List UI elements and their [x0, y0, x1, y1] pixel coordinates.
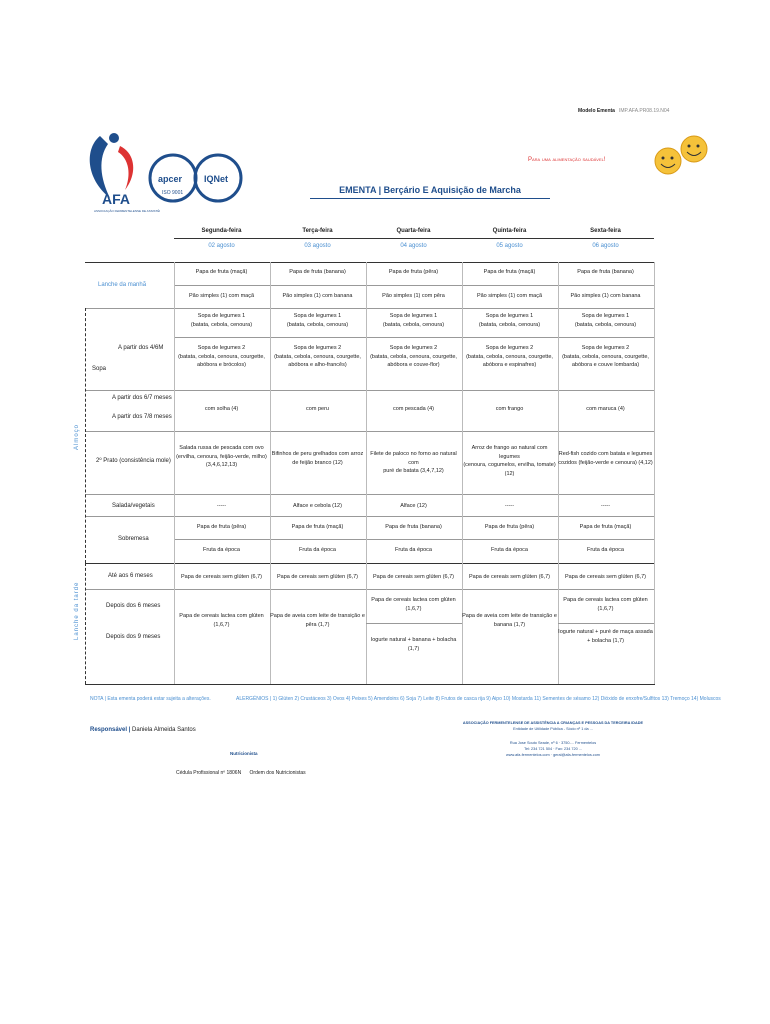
day-header-monday: Segunda-feira [201, 228, 242, 234]
cell-sobremesa-fruta-tue: Fruta da época [299, 547, 336, 553]
sopa2-desc: abóbora e couve-flor) [387, 362, 440, 369]
sopa2-desc: (batata, cebola, cenoura, courgette, [370, 353, 457, 360]
cell-lanche-pao-wed: Pão simples (1) com pêra [382, 293, 445, 299]
tarde-line: Papa de cereais lactea com glúten [179, 613, 264, 619]
cell-prato-tue [270, 450, 365, 467]
cell-prato-fri [558, 450, 653, 467]
svg-text:ASSOCIAÇÃO FERMENTELENSE DE AS: ASSOCIAÇÃO FERMENTELENSE DE ASSISTÊNCIA [94, 209, 160, 213]
slogan: Para uma alimentação saudável! [528, 157, 606, 163]
prato-line: puré de batata (3,4,7,12) [383, 468, 444, 475]
svg-text:ISO 9001: ISO 9001 [162, 190, 184, 196]
day-date-tuesday: 03 agosto [304, 243, 331, 249]
cell-tarde-mid-fri [558, 596, 653, 613]
cell-sobremesa-papa-thu: Papa de fruta (pêra) [484, 524, 535, 530]
cell-lanche-fruta-wed: Papa de fruta (pêra) [388, 269, 439, 275]
cell-tarde-mid-thu [462, 612, 557, 629]
cell-sobremesa-fruta-thu: Fruta da época [491, 547, 528, 553]
cell-sopa2-tue [270, 344, 365, 370]
label-a-partir-4-6: A partir dos 4/6M [118, 345, 164, 351]
tarde-line: Papa de aveia com leite de transição e [270, 613, 365, 619]
sopa2-desc: (batata, cebola, cenoura, courgette, [274, 353, 361, 360]
grid-rule [85, 431, 655, 432]
label-ate-6-meses: Até aos 6 meses [108, 573, 153, 579]
cell-sobremesa-fruta-fri: Fruta da época [587, 547, 624, 553]
cell-tarde-ate6-tue: Papa de cereais sem glúten (6,7) [276, 574, 359, 580]
prato-line: cozidos (feijão-verde e cenoura) (4,12) [558, 459, 653, 466]
label-sopa: Sopa [92, 366, 107, 372]
grid-rule [85, 308, 655, 309]
cell-sopa2-thu [462, 344, 557, 370]
certification-seals [148, 148, 248, 208]
association-info [438, 720, 668, 758]
sopa2-desc: abóbora e espinafres) [482, 362, 537, 369]
sopa1-title: Sopa de legumes 1 [485, 313, 534, 319]
cell-lanche-pao-mon: Pão simples (1) com maçã [188, 293, 255, 299]
prato-line: Red-fish cozido com batata e legumes [558, 451, 653, 457]
smiley-emoji-icons [652, 133, 712, 183]
prato-line: (12) [504, 470, 515, 477]
grid-rule [85, 494, 655, 495]
grid-rule [85, 516, 655, 517]
sopa2-title: Sopa de legumes 2 [293, 345, 342, 351]
lanche-tarde-bracket [85, 563, 86, 684]
cell-sopa2-fri [558, 344, 653, 370]
tarde-line: (1,6,7) [213, 621, 230, 628]
cell-salada-mon: ----- [216, 503, 227, 509]
lanche-tarde-vertical-label: Lanche da tarde [74, 581, 80, 640]
cell-sopa-extra-thu: com frango [495, 406, 524, 412]
sopa1-title: Sopa de legumes 1 [581, 313, 630, 319]
grid-rule [85, 589, 655, 590]
label-sobremesa: Sobremesa [118, 536, 149, 542]
page-title [300, 185, 560, 199]
assoc-sub: Entidade de Utilidade Pública - Sócio nº 1 da ... [513, 727, 593, 732]
cell-tarde-mid-mon [174, 612, 269, 629]
grid-rule [85, 563, 655, 564]
cell-lanche-fruta-thu: Papa de fruta (maçã) [483, 269, 536, 275]
label-a-partir-7-8: A partir dos 7/8 meses [112, 414, 172, 420]
label-lanche-manha: Lanche da manhã [98, 282, 147, 288]
sopa1-title: Sopa de legumes 1 [197, 313, 246, 319]
prato-line: (3,4,6,12,13) [205, 462, 238, 469]
cell-prato-mon [174, 444, 269, 470]
almoco-bracket [85, 308, 86, 563]
sopa1-desc: (batata, cebola, cenoura) [574, 321, 637, 328]
tarde-line: Iogurte natural + puré de maça assada [558, 629, 653, 635]
sopa2-title: Sopa de legumes 2 [197, 345, 246, 351]
assoc-name: ASSOCIAÇÃO FERMENTELENSE DE ASSISTÊNCIA A CRIANÇAS E PESSOAS DA TERCEIRA IDADE [462, 721, 644, 725]
sopa2-title: Sopa de legumes 2 [485, 345, 534, 351]
cell-sobremesa-fruta-wed: Fruta da época [395, 547, 432, 553]
cell-lanche-pao-fri: Pão simples (1) com banana [570, 293, 641, 299]
sopa2-desc: (batata, cebola, cenoura, courgette, [466, 353, 553, 360]
responsavel [90, 727, 196, 733]
cell-lanche-pao-tue: Pão simples (1) com banana [282, 293, 353, 299]
cell-sobremesa-papa-tue: Papa de fruta (maçã) [291, 524, 344, 530]
sopa2-desc: abóbora e alho-francês) [288, 362, 347, 369]
cell-tarde-ate6-mon: Papa de cereais sem glúten (6,7) [180, 574, 263, 580]
page-title-text: EMENTA | Berçário E Aquisição de Marcha [339, 185, 521, 195]
sopa2-desc: (batata, cebola, cenoura, courgette, [562, 353, 649, 360]
day-header-wednesday: Quarta-feira [396, 228, 431, 234]
cell-sopa-extra-wed: com pescada (4) [393, 406, 434, 412]
sopa2-desc: abóbora e couve lombarda) [571, 362, 640, 369]
day-date-wednesday: 04 agosto [400, 243, 427, 249]
cell-sopa-extra-mon: com solha (4) [204, 406, 239, 412]
nutricionista-label: Nutricionista [230, 751, 258, 756]
grid-top-rule [85, 262, 655, 263]
cell-sobremesa-papa-mon: Papa de fruta (pêra) [196, 524, 247, 530]
cell-salada-tue: Alface e cebola (12) [293, 503, 342, 509]
tarde-line: Papa de cereais lactea com glúten [563, 597, 648, 603]
cell-lanche-fruta-mon: Papa de fruta (maçã) [195, 269, 248, 275]
nota-text: NOTA | Esta ementa poderá estar sujeita a alterações. [90, 696, 211, 702]
cell-sopa1-tue [270, 312, 365, 329]
cell-tarde-ate6-wed: Papa de cereais sem glúten (6,7) [372, 574, 455, 580]
svg-text:apcer: apcer [158, 174, 183, 184]
label-depois-9-meses: Depois dos 9 meses [106, 634, 161, 640]
tarde-line: Papa de cereais lactea com glúten [371, 597, 456, 603]
cell-sopa2-mon [174, 344, 269, 370]
day-header-tuesday: Terça-feira [302, 228, 333, 234]
assoc-address: Rua Jose Souto Seade, nº 6 · 3750-... Fermentelos [509, 741, 597, 746]
label-segundo-prato: 2º Prato (consistência mole) [96, 458, 171, 464]
column-divider [654, 262, 655, 684]
responsavel-label: Responsável | [90, 727, 131, 733]
grid-rule [174, 539, 654, 540]
cell-prato-thu [462, 444, 557, 478]
cell-sopa1-thu [462, 312, 557, 329]
cell-salada-fri: ----- [600, 503, 611, 509]
cell-lanche-fruta-tue: Papa de fruta (banana) [289, 269, 346, 275]
cell-sopa-extra-tue: com peru [306, 406, 329, 412]
cell-lanche-pao-thu: Pão simples (1) com maçã [476, 293, 543, 299]
cell-tarde-ate6-fri: Papa de cereais sem glúten (6,7) [564, 574, 647, 580]
day-date-monday: 02 agosto [208, 243, 235, 249]
cell-tarde-iogurte-fri [558, 628, 653, 645]
sopa1-title: Sopa de legumes 1 [293, 313, 342, 319]
assoc-tel: Tel: 234 721 504 · Fax: 234 720 ... [524, 747, 582, 752]
responsavel-name: Daniela Almeida Santos [132, 727, 196, 733]
sopa1-desc: (batata, cebola, cenoura) [286, 321, 349, 328]
title-underline [310, 198, 550, 199]
cell-tarde-mid-tue [270, 612, 365, 629]
day-date-thursday: 05 agosto [496, 243, 523, 249]
cell-sopa1-fri [558, 312, 653, 329]
sopa1-desc: (batata, cebola, cenoura) [478, 321, 541, 328]
sopa1-desc: (batata, cebola, cenoura) [382, 321, 445, 328]
cedula-text: Cédula Profissional nº 1806N Ordem dos Nutricionistas [176, 770, 306, 776]
prato-line: Arroz de frango ao natural com legumes [471, 445, 548, 460]
tarde-line: Papa de aveia com leite de transição e [462, 613, 557, 619]
tarde-line: (1,6,7) [405, 605, 422, 612]
cell-tarde-iogurte-wed: Iogurte natural + banana + bolacha (1,7) [370, 637, 457, 652]
cell-sobremesa-papa-fri: Papa de fruta (maçã) [579, 524, 632, 530]
sopa2-desc: (batata, cebola, cenoura, courgette, [178, 353, 265, 360]
sopa1-desc: (batata, cebola, cenoura) [190, 321, 253, 328]
cell-tarde-mid-wed [366, 596, 461, 613]
cell-sopa2-wed [366, 344, 461, 370]
prato-line: Filete de paloco no forno ao natural com [370, 451, 457, 466]
cell-split-rule [558, 623, 654, 624]
prato-line: (ervilha, cenoura, feijão-verde, milho) [176, 453, 267, 460]
tarde-line: + bolacha (1,7) [587, 637, 624, 644]
day-header-friday: Sexta-feira [590, 228, 621, 234]
prato-line: (cenoura, cogumelos, ervilha, tomate) [463, 462, 556, 469]
cell-lanche-fruta-fri: Papa de fruta (banana) [577, 269, 634, 275]
day-date-friday: 06 agosto [592, 243, 619, 249]
label-a-partir-6-7: A partir dos 6/7 meses [112, 395, 172, 401]
modelo-label: Modelo Ementa [578, 108, 615, 114]
svg-text:AFA: AFA [102, 191, 130, 207]
almoco-vertical-label: Almoço [74, 423, 80, 450]
tarde-line: banana (1,7) [493, 621, 526, 628]
grid-rule [174, 285, 654, 286]
grid-bottom-rule [85, 684, 655, 685]
header-rule [174, 238, 654, 239]
cell-sopa1-mon [174, 312, 269, 329]
cell-salada-wed: Alface (12) [400, 503, 427, 509]
cell-tarde-ate6-thu: Papa de cereais sem glúten (6,7) [468, 574, 551, 580]
cell-sopa1-wed [366, 312, 461, 329]
sopa2-title: Sopa de legumes 2 [389, 345, 438, 351]
tarde-line: (1,6,7) [597, 605, 614, 612]
cell-sobremesa-fruta-mon: Fruta da época [203, 547, 240, 553]
prato-line: Salada russa de pescada com ovo [179, 445, 264, 451]
modelo-ementa [578, 108, 669, 114]
sopa1-title: Sopa de legumes 1 [389, 313, 438, 319]
cell-prato-wed [366, 450, 461, 476]
tarde-line: pêra (1,7) [305, 621, 330, 628]
alergenios-text: ALERGÉNIOS | 1) Glúten 2) Crustáceos 3) Ovos 4) Peixes 5) Amendoins 6) Soja 7) Leite 8) Frutos de casca rija 9) Aipo 10) Mostarda 11) Sementes de sésamo 12) Dióxido de enxofre/Sulfitos 13) Tremoço 14) Moluscos [236, 696, 721, 702]
label-salada: Salada/vegetais [112, 503, 155, 509]
sopa2-title: Sopa de legumes 2 [581, 345, 630, 351]
day-header-thursday: Quinta-feira [492, 228, 527, 234]
modelo-code: IMP.AFA.PR08.19.N04 [618, 108, 670, 114]
prato-line: de feijão branco (12) [292, 459, 343, 466]
grid-rule [174, 337, 654, 338]
assoc-mail: www.afa-fermentelos.com · geral@afa-fermentelos.com [506, 753, 600, 758]
prato-line: Bifinhos de peru grelhados com arroz [271, 451, 364, 457]
cell-split-rule [366, 623, 462, 624]
cell-sobremesa-papa-wed: Papa de fruta (banana) [385, 524, 442, 530]
svg-text:IQNet: IQNet [204, 174, 229, 184]
label-depois-6-meses: Depois dos 6 meses [106, 603, 161, 609]
sopa2-desc: abóbora e brócolos) [197, 362, 246, 369]
cell-sopa-extra-fri: com maruca (4) [586, 406, 625, 412]
cell-salada-thu: ----- [504, 503, 515, 509]
grid-rule [85, 390, 655, 391]
